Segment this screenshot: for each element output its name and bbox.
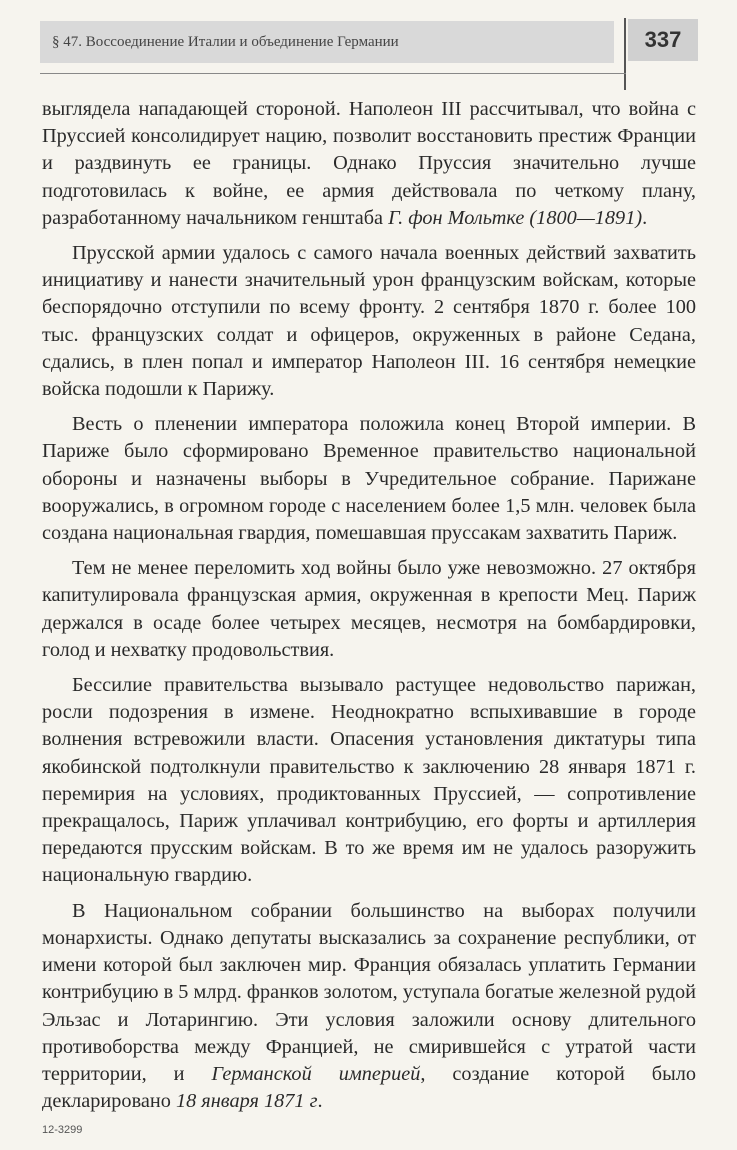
page-number: 337 (628, 19, 698, 61)
paragraph-text: Прусской армии удалось с самого начала военных действий захватить инициативу и нанести значительный урон французским войскам, которые беспорядочно отступили по всему фронту. 2 сентября 1870 г. более 100 тыс. французских солдат и офицеров, окруженных в районе Седана, сдались, в плен попал и император Наполеон III. 16 сентября немецкие войска подошли к Парижу. (42, 242, 696, 401)
paragraph-text: В Национальном собрании большинство на выборах получили монархисты. Однако депутаты высказались за сохранение республики, от имени которой был заключен мир. Франция обязалась уплатить Германии контрибуцию в 5 млрд. франков золотом, уступала богатые железной рудой Эльзас и Лотарингию. Эти условия заложили основу длительного противоборства между Францией, не смирившейся с утратой части территории, и (42, 899, 696, 1085)
paragraph-text: Весть о пленении императора положила конец Второй империи. В Париже было сформировано Временное правительство национальной обороны и назначены выборы в Учредительное собрание. Парижане вооружались, в огромном городе с населением более 1,5 млн. человек была создана национальная гвардия, помешавшая пруссакам захватить Париж. (42, 413, 696, 545)
paragraph-text: Бессилие правительства вызывало растущее недовольство парижан, росли подозрения в измене. Неоднократно вспыхивавшие в городе волнения встревожили власти. Опасения установления диктатуры типа якобинской подтолкнули правительство к заключению 28 января 1871 г. перемирия на условиях, продиктованных Пруссией, — сопротивление прекращалось, Париж уплачивал контрибуцию, его форты и артиллерия передаются прусским войскам. В то же время им не удалось разоружить национальную гвардию. (42, 674, 696, 887)
paragraph-text: выглядела нападающей стороной. Наполеон III рассчитывал, что война с Пруссией консолидирует нацию, позволит восстановить престиж Франции и раздвинуть ее границы. Однако Пруссия значительно лучше подготовилась к войне, ее армия действовала по четкому плану, разработанному начальником генштаба (42, 98, 696, 229)
paragraph-6 (42, 898, 696, 1116)
paragraph-1 (42, 96, 696, 232)
paragraph-4 (42, 555, 696, 664)
paragraph-text: . (642, 206, 648, 229)
paragraph-emphasis: Германской империей (211, 1062, 421, 1085)
paragraph-emphasis: Г. фон Мольтке (1800—1891) (388, 206, 643, 229)
paragraph-2 (42, 240, 696, 403)
body-text (42, 96, 696, 1123)
header-divider (624, 18, 626, 90)
paragraph-3 (42, 411, 696, 547)
section-title: § 47. Воссоединение Италии и объединение Германии (52, 34, 399, 50)
header-rule (40, 73, 626, 74)
paragraph-text: Тем не менее переломить ход войны было уже невозможно. 27 октября капитулировала французская армия, окруженная в крепости Мец. Париж держался в осаде более четырех месяцев, несмотря на бомбардировки, голод и нехватку продовольствия. (42, 557, 696, 661)
paragraph-text: . (317, 1090, 323, 1113)
paragraph-5 (42, 672, 696, 890)
paragraph-emphasis: 18 января 1871 г (175, 1090, 318, 1113)
print-code: 12-3299 (42, 1124, 83, 1136)
paragraph-text: , создание которой было декларировано (42, 1062, 696, 1113)
